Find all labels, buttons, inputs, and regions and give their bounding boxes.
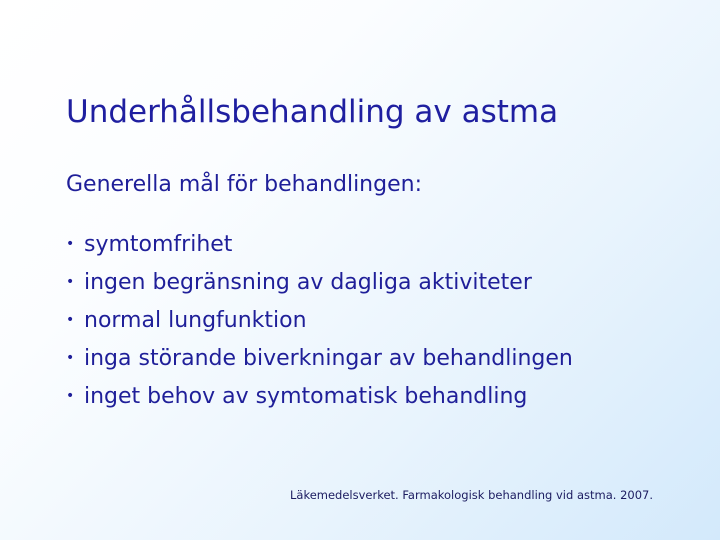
- bullet-text: inga störande biverkningar av behandlingen: [84, 345, 573, 371]
- bullet-icon: •: [66, 236, 75, 252]
- list-item: [66, 339, 573, 377]
- bullet-icon: •: [66, 350, 75, 366]
- citation-text: Läkemedelsverket. Farmakologisk behandling vid astma. 2007.: [290, 488, 653, 502]
- bullet-icon: •: [66, 388, 75, 404]
- list-item: [66, 377, 573, 415]
- bullet-icon: •: [66, 274, 75, 290]
- list-item: [66, 301, 573, 339]
- list-item: [66, 225, 573, 263]
- bullet-text: ingen begränsning av dagliga aktiviteter: [84, 269, 532, 295]
- list-item: [66, 263, 573, 301]
- slide-subtitle: Generella mål för behandlingen:: [66, 172, 422, 197]
- bullet-text: inget behov av symtomatisk behandling: [84, 383, 528, 409]
- bullet-icon: •: [66, 312, 75, 328]
- bullet-text: symtomfrihet: [84, 231, 233, 257]
- slide-title: Underhållsbehandling av astma: [66, 94, 559, 130]
- bullet-text: normal lungfunktion: [84, 307, 307, 333]
- bullet-list: [66, 225, 573, 415]
